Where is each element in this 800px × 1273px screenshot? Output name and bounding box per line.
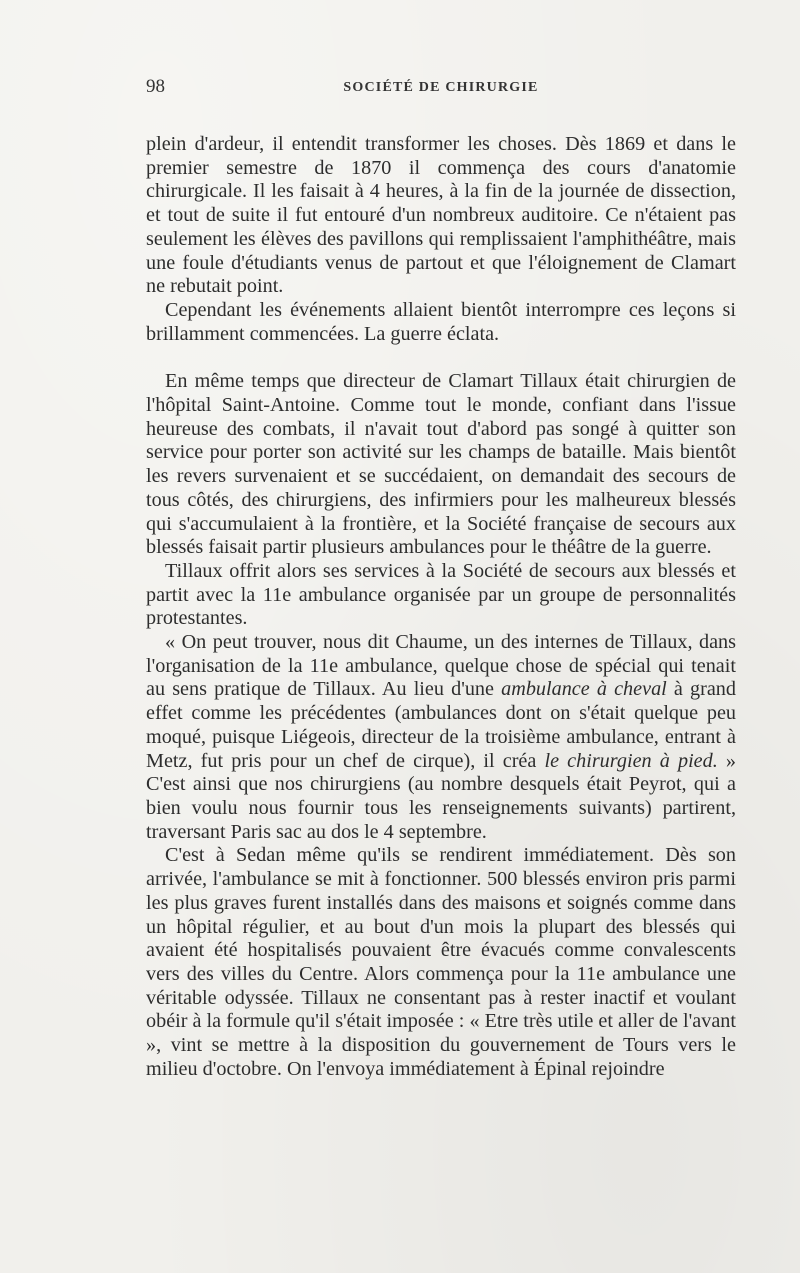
paragraph-5-text-3: » C'est ainsi que nos chirurgiens (au nombre desquels était Peyrot, qui a bien voulu nous fournir tous les renseignements suivants) partirent, traversant Paris sac au dos le 4 septembre. [146,749,736,843]
paragraph-6: C'est à Sedan même qu'ils se rendirent immédiatement. Dès son arrivée, l'ambulance se mit à fonctionner. 500 blessés environ pris parmi les plus graves furent installés dans des maisons et soignés comme dans un hôpital régulier, et au bout d'un mois la plupart des blessés qui avaient été hospitalisés pouvaient être évacués comme convalescents vers des villes du Centre. Alors commença pour la 11e ambulance une véritable odyssée. Tillaux ne consentant pas à rester inactif et voulant obéir à la formule qu'il s'était imposée : « Etre très utile et aller de l'avant », vint se mettre à la disposition du gouvernement de Tours vers le milieu d'octobre. On l'envoya immédiatement à Épinal rejoindre [146,844,736,1080]
paragraph-5-text-1: « On peut trouver, nous dit Chaume, un des internes de Tillaux, dans l'organisation de la 11e ambulance, quelque chose de spécial qui tenait au sens pratique de Tillaux. Au lieu d'une [146,631,736,701]
paragraph-5-italic-2: le chirurgien à pied. [544,749,718,772]
page-header [146,74,736,104]
body-text [146,133,736,1081]
paragraph-3: En même temps que directeur de Clamart Tillaux était chirurgien de l'hôpital Saint-Antoine. Comme tout le monde, confiant dans l'issue heureuse des combats, il n'avait tout d'abord pas songé à quitter son service pour porter son activité sur les champs de bataille. Mais bientôt les revers survenaient et se succédaient, on demandait des secours de tous côtés, des chirurgiens, des infirmiers pour les malheureux blessés qui s'accumulaient à la frontière, et la Société française de secours aux blessés faisait partir plusieurs ambulances pour le théâtre de la guerre. [146,370,736,559]
paragraph-5 [146,631,736,844]
paragraph-2: Cependant les événements allaient bientôt interrompre ces leçons si brillamment commencées. La guerre éclata. [146,298,736,345]
paragraph-1: plein d'ardeur, il entendit transformer les choses. Dès 1869 et dans le premier semestre de 1870 il commença des cours d'anatomie chirurgicale. Il les faisait à 4 heures, à la fin de la journée de dissection, et tout de suite il fut entouré d'un nombreux auditoire. Ce n'étaient pas seulement les élèves des pavillons qui remplissaient l'amphithéâtre, mais une foule d'étudiants venus de partout et que l'éloignement de Clamart ne rebutait point. [146,133,736,298]
running-title: SOCIÉTÉ DE CHIRURGIE [343,80,539,95]
paragraph-5-text-2: à grand effet comme les précédentes (ambulances dont on s'était quelque peu moqué, puisque Liégeois, directeur de la troisième ambulance, entrant à Metz, fut pris pour un chef de cirque), il créa [146,678,736,772]
paragraph-5-italic-1: ambulance à cheval [501,678,667,701]
page-number: 98 [146,76,165,97]
paragraph-4: Tillaux offrit alors ses services à la Société de secours aux blessés et partit avec la 11e ambulance organisée par un groupe de personnalités protestantes. [146,559,736,630]
